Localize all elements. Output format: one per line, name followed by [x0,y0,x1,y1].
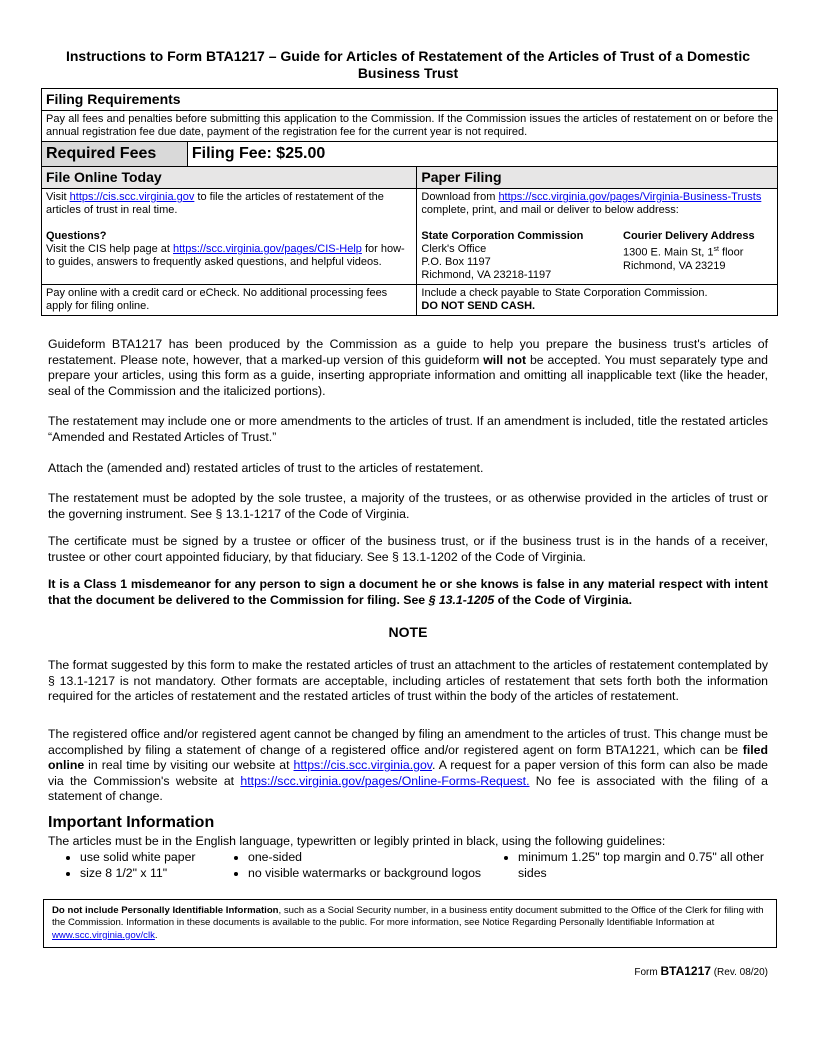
important-info-heading: Important Information [48,814,215,831]
guidelines-list-2 [222,850,498,881]
paragraph-misdemeanor [48,577,768,608]
floor-text: floor [718,246,744,259]
mailing-address-heading: State Corporation Commission [421,230,584,242]
revision: (Rev. 08/20) [710,967,768,978]
pii-notice [43,899,777,948]
notice-text: , such as a Social Security number, in a business entity document submitted to the Office of the Clerk for filing with the Commission. Information in these documents is available to the public. For more information, see Notice Regarding Personally Identifiable Information at [52,905,764,929]
online-instructions [42,189,417,285]
addresses [421,230,773,282]
text: of the Code of Virginia. [494,592,632,607]
guidelines-list-3 [492,850,788,881]
paragraph-format: The format suggested by this form to make the restated articles of trust an attachment to the articles of restatement contemplated by § 13.1-1217 is not mandatory. Other formats are acceptable, including articles of restatement that sets forth both the information required for the articles of restatement and the restated articles of trust within the body of the articles of restatement. [48,658,768,704]
courier-address-line [623,243,773,260]
important-info-text: The articles must be in the English language, typewritten or legibly printed in black, using the following guidelines: [48,834,666,848]
paragraph-adoption: The restatement must be adopted by the sole trustee, a majority of the trustees, or as otherwise provided in the articles of trust or the governing instrument. See § 13.1-1217 of the Code of Virginia. [48,491,768,521]
list-item: • size 8 1/2" x 11" [80,866,250,882]
form-footer [634,964,768,978]
courier-address [623,230,773,282]
check-payable-text: Include a check payable to State Corporation Commission. [421,287,708,299]
required-fees-label: Required Fees [42,142,188,167]
cis-help-link[interactable]: https://scc.virginia.gov/pages/CIS-Help [173,243,362,255]
download-text-end: complete, print, and mail or deliver to below address: [421,204,679,216]
mailing-address [421,230,583,282]
paper-instructions [417,189,778,285]
paragraph-registered-office [48,727,768,805]
no-cash-warning: DO NOT SEND CASH. [421,300,536,312]
paragraph-signature: The certificate must be signed by a trustee or officer of the business trust, or if the business trust is in the hands of a receiver, trustee or other court appointed fiduciary, by that fiduciary. See § 13.1-1202 of the Code of Virginia. [48,534,768,564]
cis-link[interactable]: https://cis.scc.virginia.gov [293,758,433,773]
text: The registered office and/or registered agent cannot be changed by filing an amendment to the articles of trust. This change must be accomplished by filing a statement of change of a registered office and/or registered agent on form BTA1221, which can be [48,727,768,757]
text: in real time by visiting our website at [84,758,294,773]
notice-end: . [154,929,158,941]
cis-link[interactable]: https://cis.scc.virginia.gov [69,191,195,203]
clerk-link[interactable]: www.scc.virginia.gov/clk [52,929,155,941]
filing-requirements-heading: Filing Requirements [42,89,778,111]
footer-text: Form [634,967,661,978]
list-item: • minimum 1.25" top margin and 0.75" all other sides [518,850,788,881]
paragraph-amendments: The restatement may include one or more amendments to the articles of trust. If an amendment is included, title the restated articles “Amended and Restated Articles of Trust.” [48,414,768,444]
paragraph-guideform [48,337,768,399]
text: No fee is associated with the filing of a statement of change. [48,773,768,804]
document-title: Instructions to Form BTA1217 – Guide for Articles of Restatement of the Articles of Trust of a Domestic Business Trust [65,48,751,81]
notice-bold: Do not include Personally Identifiable Information [52,905,279,916]
emphasis: will not [483,352,527,367]
visit-text-end: to file the articles of restatement of the articles of trust in real time. [46,191,384,216]
list-item: • no visible watermarks or background logos [248,866,498,882]
help-text: Visit the CIS help page at [46,243,173,255]
note-heading: NOTE [388,624,428,640]
online-payment-text: Pay online with a credit card or eCheck. No additional processing fees apply for filing online. [42,285,417,316]
emphasis: filed online [48,742,768,773]
text: It is a Class 1 misdemeanor for any person to sign a document he or she knows is false in any material respect with intent that the document be delivered to the Commission for filing. See [48,577,768,607]
help-text-end: for how-to guides, answers to frequently asked questions, and helpful videos. [46,243,405,268]
courier-address-heading: Courier Delivery Address [623,230,755,242]
mailing-address-line: Richmond, VA 23218-1197 [421,269,552,281]
courier-address-line: Richmond, VA 23219 [623,259,726,272]
online-forms-link[interactable]: https://scc.virginia.gov/pages/Online-Forms-Request. [240,773,530,788]
text: Guideform BTA1217 has been produced by the Commission as a guide to help you prepare the business trust's articles of restatement. Please note, however, that a marked-up version of this guideform [48,337,768,367]
file-online-heading: File Online Today [42,167,417,189]
text: . A request for a paper version of this form can also be made via the Commission's website at [48,758,768,788]
text: be accepted. You must separately type and prepare your articles, using this form as a guide, inserting appropriate information and omitting all inapplicable text (like the header, seal of the Commission and the italicized portions). [48,352,768,398]
code-section: § 13.1-1205 [428,592,495,607]
business-trusts-link[interactable]: https://scc.virginia.gov/pages/Virginia-Business-Trusts [498,191,762,203]
paragraph-attach: Attach the (amended and) restated articles of trust to the articles of restatement. [48,461,484,475]
filing-requirements-text: Pay all fees and penalties before submitting this application to the Commission. If the Commission issues the articles of restatement on or before the annual registration fee due date, payment of the registration fee for the current year is not required. [42,111,778,142]
list-item: • one-sided [248,850,498,866]
mailing-address-line: Clerk's Office [421,243,487,255]
visit-text: Visit [46,191,70,203]
filing-fee-value: Filing Fee: $25.00 [187,142,777,167]
ordinal-suffix: st [713,246,719,253]
form-id: BTA1217 [660,964,711,978]
mailing-address-line: P.O. Box 1197 [421,256,491,268]
download-text: Download from [421,191,499,203]
street-text: 1300 E. Main St, 1 [623,246,714,259]
paper-payment-info [417,285,778,316]
filing-info-table [41,88,778,316]
list-item: • use solid white paper [80,850,250,866]
paper-filing-heading: Paper Filing [417,167,778,189]
questions-heading: Questions? [46,230,107,242]
guidelines-list-1 [54,850,250,881]
